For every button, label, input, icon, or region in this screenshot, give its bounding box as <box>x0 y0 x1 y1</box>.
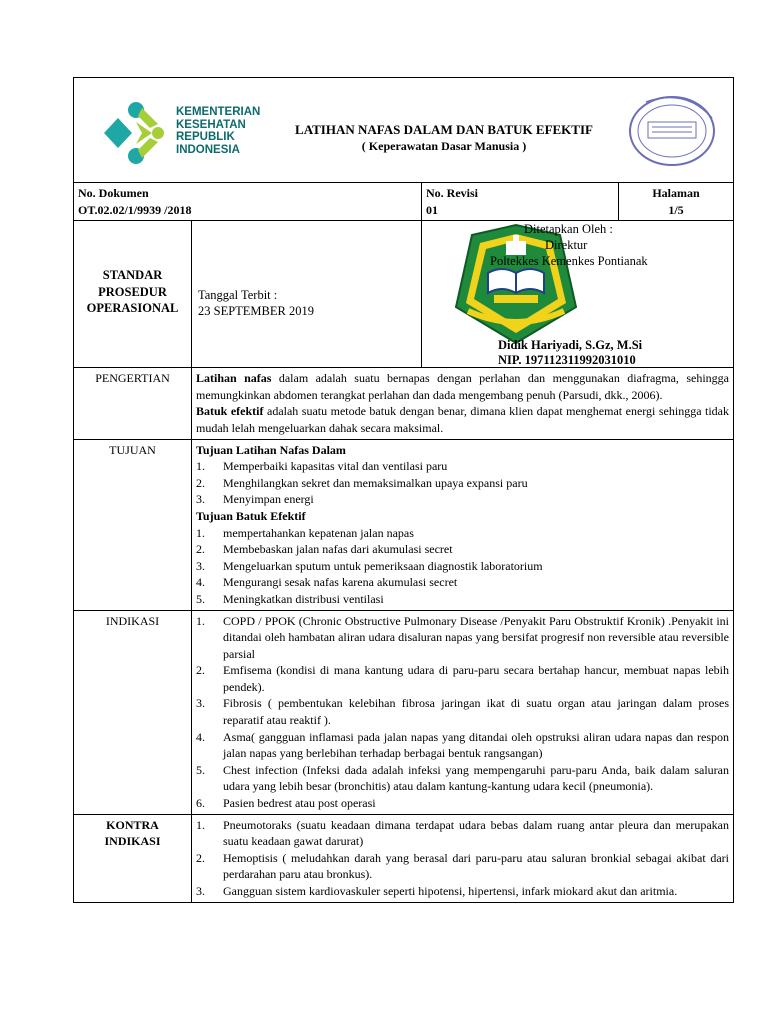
no-revisi-value: 01 <box>426 202 438 217</box>
list-item: 1. Memperbaiki kapasitas vital dan ventilasi paru <box>196 459 448 474</box>
list-item: 3. Mengeluarkan sputum untuk pemeriksaan diagnostik laboratorium <box>196 558 543 573</box>
pengertian-content <box>192 368 734 439</box>
direktur-label: Direktur <box>545 238 588 253</box>
list-item-text: Mengeluarkan sputum untuk pemeriksaan diagnostik laboratorium <box>223 558 543 573</box>
pengertian-paragraph <box>196 370 729 403</box>
list-item-text: Pasien bedrest atau post operasi <box>223 796 376 811</box>
sop-label-cell <box>74 221 192 368</box>
list-item-text: Gangguan sistem kardiovaskuler seperti hipotensi, hipertensi, infark miokard akut dan aritmia. <box>223 884 678 898</box>
tanggal-terbit <box>198 287 314 319</box>
list-item-text: Menyimpan energi <box>223 492 314 507</box>
no-dokumen-value: OT.02.02/1/9939 /2018 <box>78 202 192 217</box>
list-item-text: Pneumotoraks (suatu keadaan dimana terdapat udara bebas dalam ruang antar pleura dan merupakan suatu keadaan gawat darurat) <box>223 817 729 849</box>
sop-document <box>73 77 733 903</box>
list-item: 1. Pneumotoraks (suatu keadaan dimana terdapat udara bebas dalam ruang antar pleura dan merupakan suatu keadaan gawat darurat) <box>196 817 729 849</box>
list-item-text: Membebaskan jalan nafas dari akumulasi secret <box>223 542 453 557</box>
document-title: LATIHAN NAFAS DALAM DAN BATUK EFEKTIF <box>295 122 593 137</box>
indikasi-row <box>74 610 734 814</box>
doc-info-row <box>74 183 734 221</box>
halaman-label: Halaman <box>652 186 700 200</box>
sop-row <box>74 221 734 368</box>
title-block <box>274 122 614 154</box>
pengertian-row <box>74 368 734 439</box>
tanggal-cell <box>192 221 422 368</box>
no-dokumen-label: No. Dokumen <box>78 186 149 200</box>
tujuan-row <box>74 439 734 610</box>
list-item: 1. mempertahankan kepatenan jalan napas <box>196 525 414 540</box>
kontra-label-line: KONTRA <box>106 817 159 832</box>
sop-label-line: OPERASIONAL <box>86 301 179 316</box>
sop-label <box>74 267 191 317</box>
official-stamp-icon <box>626 92 718 170</box>
kontra-indikasi-list <box>196 817 729 900</box>
logo-line: KESEHATAN <box>176 118 246 131</box>
list-item-text: Chest infection (Infeksi dada adalah infeksi yang mempengaruhi paru-paru Anda, baik dalam saluran udara yang lebih besar (bronchitis) atau dalam kantung-kantung udara kecil (pneumonia). <box>223 762 729 794</box>
list-item: 1. COPD / PPOK (Chronic Obstructive Pulmonary Disease /Penyakit Paru Obstruktif Kronik) .Penyakit ini ditandai oleh hambatan aliran udara disaluran napas yang bersifat progresif non reversible atau reversible parsial <box>196 613 729 661</box>
signer-nip: NIP. 197112311992031010 <box>498 353 636 368</box>
logo-line: REPUBLIK <box>176 131 235 143</box>
no-dokumen-cell <box>74 183 422 221</box>
list-item: 3. Gangguan sistem kardiovaskuler seperti hipotensi, hipertensi, infark miokard akut dan aritmia. <box>196 884 678 898</box>
halaman-cell <box>619 183 734 221</box>
logo-line: KEMENTERIAN <box>176 106 261 118</box>
list-item: 6. Pasien bedrest atau post operasi <box>196 796 376 811</box>
pengertian-paragraph <box>196 403 729 436</box>
list-item-text: Asma( gangguan inflamasi pada jalan napas yang ditandai oleh opstruksi aliran udara napas dan respon jalan napas yang berlebihan terhadap berbagai bentuk rangsangan) <box>223 729 729 761</box>
list-item-text: Meningkatkan distribusi ventilasi <box>223 591 384 606</box>
kemenkes-logo-text <box>176 106 260 156</box>
list-item: 3. Fibrosis ( pembentukan kelebihan fibrosa jaringan ikat di suatu organ atau jaringan dalam proses reparatif atau reaktif ). <box>196 696 729 728</box>
list-item: 2. Menghilangkan sekret dan memaksimalkan upaya expansi paru <box>196 475 528 490</box>
tujuan-nafas-list <box>196 458 729 508</box>
kemenkes-logo <box>96 98 286 168</box>
institution-name: Poltekkes Kemenkes Pontianak <box>490 254 648 269</box>
sop-label-line: PROSEDUR <box>98 284 167 299</box>
list-item-text: Mengurangi sesak nafas karena akumulasi secret <box>223 575 458 590</box>
ditetapkan-oleh: Ditetapkan Oleh : <box>524 222 613 237</box>
list-item-text: Hemoptisis ( meludahkan darah yang berasal dari paru-paru atau saluran bronkial sebagai akibat dari perdarahan paru atau bronkus). <box>223 850 729 882</box>
indikasi-list <box>196 613 729 812</box>
list-item-text: Menghilangkan sekret dan memaksimalkan upaya expansi paru <box>223 475 528 490</box>
document-subtitle: ( Keperawatan Dasar Manusia ) <box>361 139 527 153</box>
list-item: 3. Menyimpan energi <box>196 492 314 507</box>
kontra-indikasi-content <box>192 814 734 902</box>
list-item-text: mempertahankan kepatenan jalan napas <box>223 525 414 540</box>
sop-label-line: STANDAR <box>102 268 163 283</box>
kemenkes-logo-icon <box>96 98 176 168</box>
halaman-value: 1/5 <box>668 202 684 217</box>
list-item: 2. Emfisema (kondisi di mana kantung udara di paru-paru secara bertahap hancur, membuat napas lebih pendek). <box>196 663 729 694</box>
definition-text: adalah suatu metode batuk dengan benar, dimana klien dapat menghemat energi sehingga tidak mudah lelah mengeluarkan dahak secara maksimal. <box>196 404 730 435</box>
logo-line: INDONESIA <box>176 143 240 156</box>
list-item: 2. Membebaskan jalan nafas dari akumulasi secret <box>196 542 453 557</box>
list-item: 4. Mengurangi sesak nafas karena akumulasi secret <box>196 575 458 590</box>
definition-text: dalam adalah suatu bernapas dengan perlahan dan menggunakan diafragma, sehingga memungkinkan abdomen terangkat perlahan dan dada mengembang penuh (Parsudi, dkk., 2006). <box>196 371 729 402</box>
tujuan-heading-batuk: Tujuan Batuk Efektif <box>196 508 306 523</box>
tanggal-value: 23 SEPTEMBER 2019 <box>198 304 314 319</box>
list-item: 2. Hemoptisis ( meludahkan darah yang berasal dari paru-paru atau saluran bronkial sebagai akibat dari perdarahan paru atau bronkus). <box>196 850 729 882</box>
tujuan-content <box>192 439 734 610</box>
no-revisi-cell <box>422 183 619 221</box>
tujuan-batuk-list <box>196 525 729 608</box>
tanggal-label: Tanggal Terbit : <box>198 288 278 303</box>
pengertian-label: PENGERTIAN <box>74 368 192 439</box>
list-item-text: Emfisema (kondisi di mana kantung udara di paru-paru secara bertahap hancur, membuat napas lebih pendek). <box>223 663 729 694</box>
tujuan-label: TUJUAN <box>74 439 192 610</box>
kontra-label-line: INDIKASI <box>104 834 161 849</box>
kontra-indikasi-label <box>74 814 192 902</box>
signer-name: Didik Hariyadi, S.Gz, M.Si <box>498 338 643 353</box>
sop-table <box>73 77 734 903</box>
kontra-indikasi-row <box>74 814 734 902</box>
list-item-text: Memperbaiki kapasitas vital dan ventilasi paru <box>223 459 448 474</box>
header-row <box>74 78 734 183</box>
list-item: 4. Asma( gangguan inflamasi pada jalan napas yang ditandai oleh opstruksi aliran udara napas dan respon jalan napas yang berlebihan terhadap berbagai bentuk rangsangan) <box>196 729 729 761</box>
indikasi-content <box>192 610 734 814</box>
term-batuk-efektif: Batuk efektif <box>196 404 264 419</box>
no-revisi-label: No. Revisi <box>426 186 478 200</box>
indikasi-label: INDIKASI <box>74 610 192 814</box>
list-item: 5. Meningkatkan distribusi ventilasi <box>196 591 384 606</box>
list-item-text: COPD / PPOK (Chronic Obstructive Pulmonary Disease /Penyakit Paru Obstruktif Kronik) .Penyakit ini ditandai oleh hambatan aliran udara disaluran napas yang bersifat progresif non reversible atau reversible parsial <box>223 613 729 661</box>
list-item: 5. Chest infection (Infeksi dada adalah infeksi yang mempengaruhi paru-paru Anda, baik dalam saluran udara yang lebih besar (bronchitis) atau dalam kantung-kantung udara kecil (pneumonia). <box>196 762 729 794</box>
list-item-text: Fibrosis ( pembentukan kelebihan fibrosa jaringan ikat di suatu organ atau jaringan dalam proses reparatif atau reaktif ). <box>223 696 729 728</box>
tujuan-heading-nafas: Tujuan Latihan Nafas Dalam <box>196 442 346 457</box>
header-cell <box>74 78 734 183</box>
term-latihan-nafas: Latihan nafas <box>196 371 272 386</box>
approval-cell <box>422 221 734 368</box>
